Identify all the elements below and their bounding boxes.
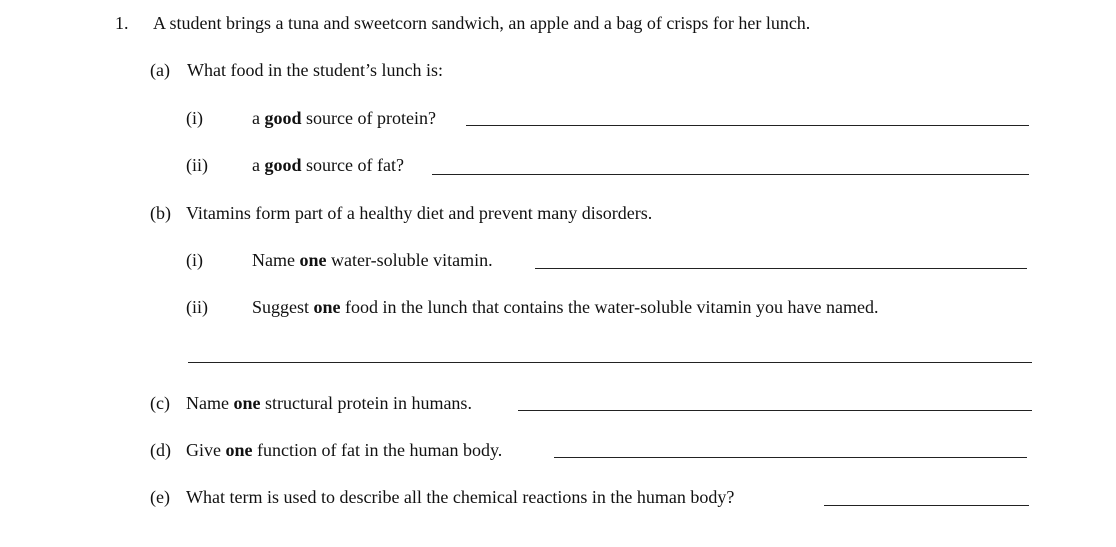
part-d-answer-line[interactable]: [554, 457, 1027, 458]
part-a-ii-answer-line[interactable]: [432, 174, 1029, 175]
part-b-prompt: Vitamins form part of a healthy diet and prevent many disorders.: [186, 203, 653, 223]
part-b-ii-answer-line[interactable]: [188, 362, 1032, 363]
part-a-ii-text: a good source of fat?: [252, 155, 404, 175]
part-b-i-text: Name one water-soluble vitamin.: [252, 250, 493, 270]
part-b-label: (b): [150, 203, 171, 223]
part-c-answer-line[interactable]: [518, 410, 1032, 411]
part-a-i-text: a good source of protein?: [252, 108, 436, 128]
part-e-text: What term is used to describe all the chemical reactions in the human body?: [186, 487, 735, 507]
part-d-label: (d): [150, 440, 171, 460]
part-a-ii-label: (ii): [186, 155, 208, 175]
part-a-prompt: What food in the student’s lunch is:: [187, 60, 443, 80]
part-a-label: (a): [150, 60, 170, 80]
part-c-text: Name one structural protein in humans.: [186, 393, 472, 413]
part-e-answer-line[interactable]: [824, 505, 1029, 506]
part-b-i-answer-line[interactable]: [535, 268, 1027, 269]
part-d-text: Give one function of fat in the human body.: [186, 440, 503, 460]
part-c-label: (c): [150, 393, 170, 413]
part-a-i-label: (i): [186, 108, 203, 128]
part-b-ii-text: Suggest one food in the lunch that contains the water-soluble vitamin you have named.: [252, 297, 879, 317]
part-e-label: (e): [150, 487, 170, 507]
question-number: 1.: [115, 13, 129, 33]
part-b-ii-label: (ii): [186, 297, 208, 317]
part-b-i-label: (i): [186, 250, 203, 270]
part-a-i-answer-line[interactable]: [466, 125, 1029, 126]
question-stem: A student brings a tuna and sweetcorn sandwich, an apple and a bag of crisps for her lunch.: [153, 13, 811, 33]
